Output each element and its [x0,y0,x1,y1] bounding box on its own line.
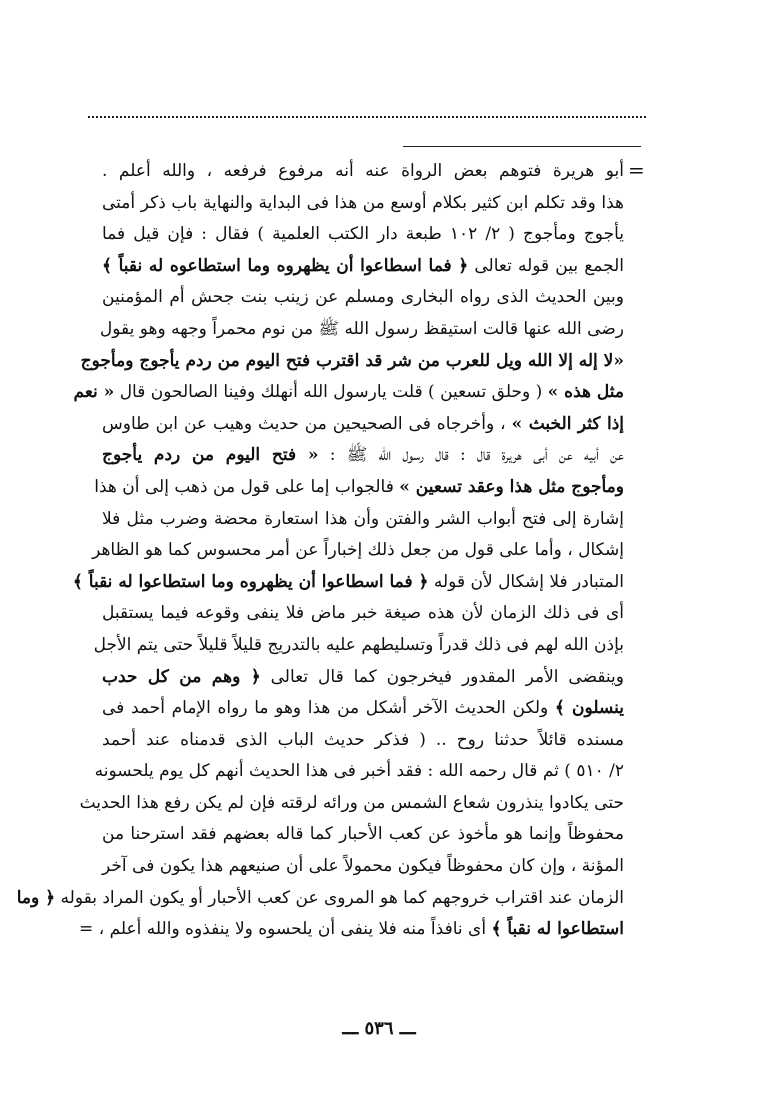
text-segment: هذا وقد تكلم ابن كثير بكلام أوسع من هذا فى البداية والنهاية باب ذكر أمتى [102,192,624,213]
text-segment: المؤنة ، وإن كان محفوظاً فيكون محمولاً على أن صنيعهم هذا يكون فى آخر [102,856,624,877]
footnote-separator-rule [403,146,641,147]
text-segment: أى فى ذلك الزمان لأن هذه صيغة خبر ماض فلا ينفى وقوعه فيما يستقبل [102,603,624,624]
text-line [102,251,624,283]
text-line [102,409,624,441]
emphasized-quote: إذا كثر الخبث » [511,413,624,434]
text-line [93,630,624,662]
text-segment: الجمع بين قوله تعالى [468,255,624,276]
text-line [73,377,624,409]
emphasized-quote: استطاعوا له نقباً ﴾ [491,919,624,940]
text-line [99,314,624,346]
text-line [102,662,624,694]
text-line [72,567,624,599]
text-segment: ( وحلق تسعين ) قلت يارسول الله أنهلك وفينا الصالحون قال [114,382,548,403]
emphasized-quote: ﴿ فما اسطاعوا أن يظهروه وما استطاعوا له نقباً ﴾ [72,571,429,592]
emphasized-quote: « نعم [73,382,115,403]
text-line [102,440,624,472]
text-line [102,504,624,536]
text-line [16,883,624,915]
text-line [94,472,624,504]
emphasized-quote: ﴿ وما [16,887,56,908]
text-line [92,535,624,567]
text-segment: الزمان عند اقتراب خروجهم كما هو المروى عن كعب الأحبار أو يكون المراد بقوله [55,887,624,908]
text-segment: ٢/ ٥١٠ ) ثم قال رحمه الله : فقد أخبر فى هذا الحديث أنهم كل يوم يلحسونه [94,761,624,782]
text-segment: بإذن الله لهم فى ذلك قدراً وتسليطهم عليه بالتدريج قليلاً قليلاً حتى يتم الأجل [93,634,624,655]
emphasized-quote: ومأجوج مثل هذا وعقد تسعين » [399,476,624,497]
text-line [102,693,624,725]
text-segment: إشارة إلى فتح أبواب الشر والفتن وأن هذا استعارة محضة وضرب مثل فلا [102,508,624,529]
text-line [102,156,624,188]
emphasized-quote: ﴿ وهم من كل حدب [102,666,261,687]
text-segment: حتى يكادوا ينذرون شعاع الشمس من ورائه لرقته فإن لم يكن رفع هذا الحديث [79,792,624,813]
text-segment: يأجوج ومأجوج ( ٢/ ١٠٢ طبعة دار الكتب العلمية ) فقال : فإن قيل فما [102,224,625,245]
header-dotted-rule [88,116,646,118]
text-segment: عن أبيه عن أبى هريرة قال : قال رسول الله ﷺ : [318,445,624,466]
emphasized-quote: مثل هذه » [547,382,624,403]
text-line [102,819,624,851]
emphasized-quote: « فتح اليوم من ردم يأجوج [102,445,319,466]
text-segment: مسنده قائلاً حدثنا روح .. ( فذكر حديث الباب الذى قدمناه عند أحمد [102,729,624,750]
text-line [102,598,624,630]
text-segment: أى نافذاً منه فلا ينفى أن يلحسوه ولا ينفذوه والله أعلم ، = [79,919,492,940]
emphasized-quote: ينسلون ﴾ [554,698,624,719]
text-line [79,914,624,946]
text-line [102,188,624,220]
text-segment: وبين الحديث الذى رواه البخارى ومسلم عن زينب بنت جحش أم المؤمنين [102,287,624,308]
text-segment: ، وأخرجاه فى الصحيحين من حديث وهيب عن ابن طاوس [102,413,512,434]
text-segment: رضى الله عنها قالت استيقظ رسول الله ﷺ من نوم محمراً وجهه وهو يقول [99,318,624,339]
footnote-body-text [16,156,625,946]
text-line [79,788,624,820]
text-segment: ولكن الحديث الآخر أشكل من هذا وهو ما رواه الإمام أحمد فى [102,698,555,719]
text-line [102,282,624,314]
text-line [102,851,624,883]
text-line [94,756,624,788]
text-line [80,346,624,378]
text-line [102,725,624,757]
continuation-mark: = [628,158,645,182]
text-line [102,219,624,251]
text-segment: وينقضى الأمر المقدور فيخرجون كما قال تعالى [260,666,625,687]
text-segment: محفوظاً وإنما هو مأخوذ عن كعب الأحبار كما قاله بعضهم فقد استرحنا من [102,824,624,845]
emphasized-quote: «لا إله إلا الله ويل للعرب من شر قد اقترب فتح اليوم من ردم يأجوج ومأجوج [80,350,624,371]
text-segment: إشكال ، وأما على قول من جعل ذلك إخباراً عن أمر محسوس كما هو الظاهر [92,540,624,561]
text-segment: المتبادر فلا إشكال لأن قوله [428,571,624,592]
emphasized-quote: ﴿ فما اسطاعوا أن يظهروه وما استطاعوه له نقباً ﴾ [102,255,469,276]
text-segment: أبو هريرة فتوهم بعض الرواة عنه أنه مرفوع فرفعه ، والله أعلم . [102,161,624,181]
text-segment: فالجواب إما على قول من ذهب إلى أن هذا [94,476,400,497]
page-number: ـــ ٥٣٦ ـــ [342,1018,416,1039]
